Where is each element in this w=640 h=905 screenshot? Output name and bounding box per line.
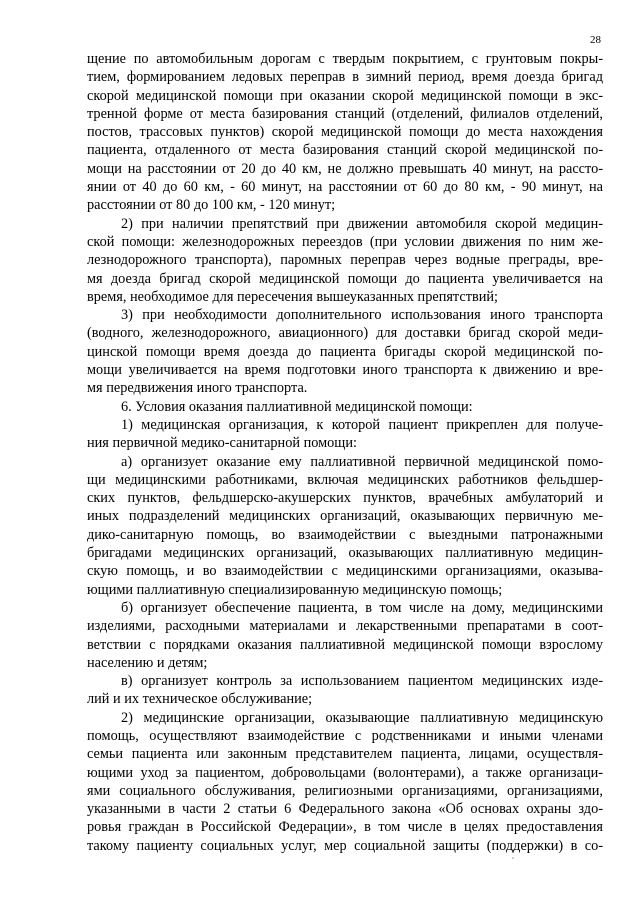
text-line: мя доезда бригад скорой медицинской помощи до пациента увеличивается на [87,270,603,287]
text-line: семьи пациента или законным представителем пациента, лицами, осуществля- [87,746,603,763]
text-line: (водного, железнодорожного, авиационного) для доставки бригад скорой меди- [87,325,603,342]
text-line: скую помощь, и во взаимодействии с медицинскими организациями, оказыва- [87,563,603,580]
text-line: мощи увеличивается на время подготовки иного транспорта к движению и вре- [87,362,603,379]
text-line: населению и детям; [87,654,208,671]
text-line: ровья граждан в Российской Федерации», в том числе в целях предоставления [87,819,603,836]
text-line: 2) при наличии препятствий при движении автомобиля скорой медицин- [121,215,603,232]
text-line: дико-санитарную помощь, во взаимодействии с выездными патронажными [87,526,603,543]
text-line: скорой медицинской помощи при оказании скорой медицинской помощи в экс- [87,87,603,104]
text-line: пациента, отдаленного от места базирования станций скорой медицинской по- [87,142,603,159]
text-line: время, необходимое для пересечения вышеуказанных препятствий; [87,288,498,305]
text-line: ской помощи: железнодорожных переездов (при условии движения по ним же- [87,233,603,250]
text-line: 6. Условия оказания паллиативной медицинской помощи: [121,398,473,415]
text-line: щи медицинскими работниками, включая медицинских работников фельдшер- [87,471,603,488]
text-line: б) организует обеспечение пациента, в том числе на дому, медицинскими [121,599,603,616]
text-line: а) организует оказание ему паллиативной первичной медицинской помо- [121,453,603,470]
text-line: 3) при необходимости дополнительного использования иного транспорта [121,307,603,324]
text-line: такому пациенту социальных услуг, мер социальной защиты (поддержки) в со- [87,837,603,854]
text-line: ния первичной медико-санитарной помощи: [87,435,357,452]
text-line: расстоянии от 80 до 100 км, - 120 минут; [87,197,336,214]
text-line: в) организует контроль за использованием пациентом медицинских изде- [121,673,603,690]
text-line: 1) медицинская организация, к которой пациент прикреплен для получе- [121,416,603,433]
text-line: ющими уход за пациентом, добровольцами (волонтерами), а также организаци- [87,764,603,781]
text-line: щение по автомобильным дорогам с твердым покрытием, с грунтовым покры- [87,51,603,67]
text-line: ветствии с порядками оказания паллиативной медицинской помощи взрослому [87,636,603,653]
text-line: помощь, осуществляют взаимодействие с родственниками и иными членами [87,727,603,744]
text-line: ями социального обслуживания, религиозными организациями, организациями, [87,782,603,799]
text-line: тренной форме от места базирования станций (отделений, филиалов отделений, [87,105,603,122]
document-body-text [87,50,603,855]
page-number: 28 [590,34,601,46]
text-line: изделиями, расходными материалами и лекарственными препаратами в соот- [87,618,603,635]
scan-speck [512,857,514,859]
text-line: ских пунктов, фельдшерско-акушерских пунктов, врачебных амбулаторий и [87,490,603,507]
text-line: лий и их техническое обслуживание; [87,691,313,708]
text-line: мощи на расстоянии от 20 до 40 км, не должно превышать 40 минут, на рассто- [87,160,603,177]
text-line: цинской помощи время доезда до пациента бригады скорой медицинской по- [87,343,603,360]
text-line: указанными в части 2 статьи 6 Федерального закона «Об основах охраны здо- [87,801,603,818]
text-line: постов, трассовых пунктов) скорой медицинской помощи до места нахождения [87,124,603,141]
text-line: мя передвижения иного транспорта. [87,380,308,397]
text-line: янии от 40 до 60 км, - 60 минут, на расстоянии от 60 до 80 км, - 90 минут, на [87,179,603,196]
text-line: бригадами медицинских организаций, оказывающих паллиативную медицин- [87,545,603,562]
text-line: лезнодорожного транспорта), паромных переправ через водные преграды, вре- [87,252,603,269]
text-line: иных подразделений медицинских организаций, оказывающих первичную ме- [87,508,603,525]
text-line: 2) медицинские организации, оказывающие паллиативную медицинскую [121,709,603,726]
text-line: ющими паллиативную специализированную медицинскую помощь; [87,581,503,598]
text-line: тием, формированием ледовых переправ в зимний период, время доезда бригад [87,69,603,86]
